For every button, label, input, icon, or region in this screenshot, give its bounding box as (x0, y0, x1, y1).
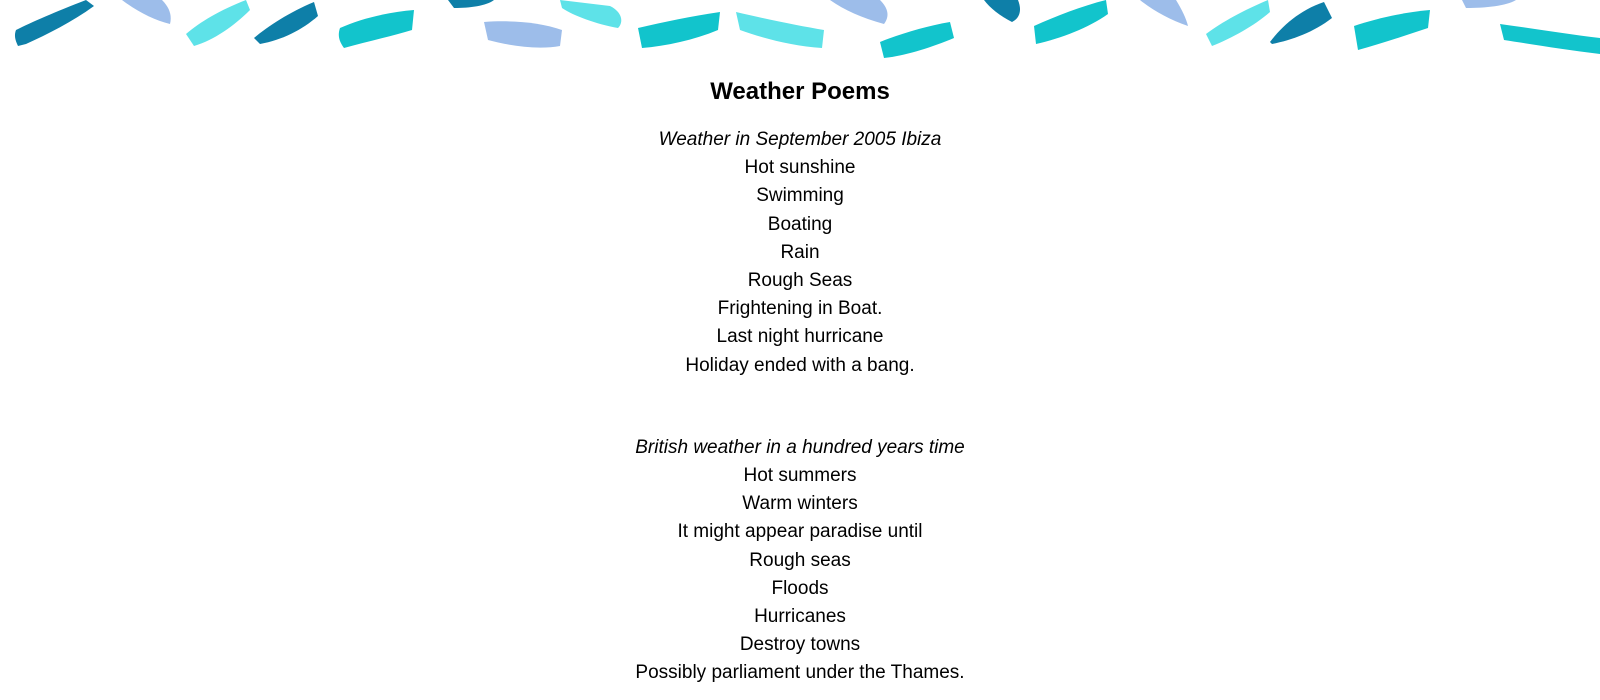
brush-stroke (830, 0, 887, 24)
brush-stroke-pattern (0, 0, 1600, 62)
poem-line: It might appear paradise until (677, 521, 923, 543)
brush-stroke (560, 0, 621, 28)
brush-stroke (15, 0, 94, 46)
poem-line: Destroy towns (739, 634, 861, 656)
brush-stroke-banner (0, 0, 1600, 62)
poem-line: Rough seas (749, 549, 851, 571)
poem-line: Warm winters (742, 493, 858, 515)
poem-ibiza (0, 126, 1600, 380)
brush-stroke (1270, 2, 1332, 44)
poem-british-weather (0, 434, 1600, 688)
brush-stroke (484, 21, 562, 47)
poem-line: Floods (771, 577, 829, 599)
brush-stroke (448, 0, 494, 8)
poem-line: Holiday ended with a bang. (685, 354, 915, 376)
brush-stroke (1034, 0, 1108, 44)
poem-line: Rough Seas (747, 270, 853, 292)
brush-stroke (736, 12, 824, 48)
poem-line: Frightening in Boat. (717, 298, 883, 320)
brush-stroke (880, 22, 954, 58)
brush-stroke (186, 0, 250, 46)
poems-page (0, 78, 1600, 688)
poem-title: British weather in a hundred years time (635, 436, 965, 458)
brush-stroke (122, 0, 171, 24)
brush-stroke (1140, 0, 1188, 26)
brush-stroke (638, 12, 720, 48)
brush-stroke (254, 2, 318, 44)
brush-stroke (1500, 24, 1600, 54)
brush-stroke (1462, 0, 1516, 8)
brush-stroke (1206, 0, 1270, 46)
poem-line: Swimming (756, 185, 844, 207)
poem-line: Last night hurricane (716, 326, 884, 348)
poem-line: Possibly parliament under the Thames. (635, 662, 965, 684)
brush-stroke (339, 10, 414, 48)
poem-line: Hurricanes (754, 606, 846, 628)
page-title: Weather Poems (710, 78, 890, 105)
brush-stroke (984, 0, 1020, 22)
poem-line: Hot sunshine (744, 157, 856, 179)
poem-line: Rain (780, 241, 820, 263)
poem-title: Weather in September 2005 Ibiza (658, 129, 942, 150)
brush-stroke (1354, 10, 1430, 50)
poem-line: Hot summers (743, 465, 857, 487)
poem-line: Boating (767, 213, 833, 235)
